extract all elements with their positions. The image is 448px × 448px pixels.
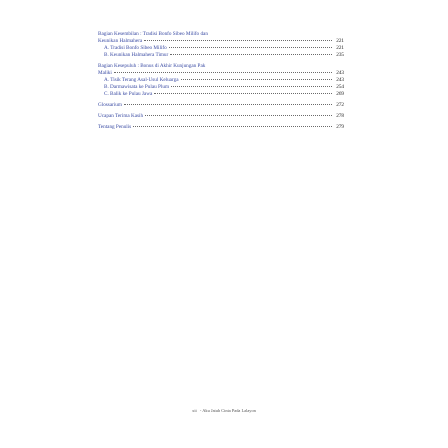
- toc-page-number: 254: [336, 84, 344, 90]
- dot-leader: [124, 104, 332, 105]
- toc-page-number: 269: [336, 91, 344, 97]
- page-footer: [0, 408, 448, 413]
- toc-page-number: 279: [336, 124, 344, 130]
- toc-part9-title-1: Bagian Kesembilan : Tradisi Bonfo Sibeo Milifo dan: [98, 31, 208, 37]
- toc-entry-label: Tentang Penulis: [98, 124, 132, 130]
- toc-part10-title-1: Bagian Kesepuluh : Bonus di Akhir Kunjungan Pak: [98, 63, 206, 69]
- toc-glossarium[interactable]: [98, 102, 344, 109]
- toc-entry-label: Ucapan Terima Kasih: [98, 113, 144, 119]
- toc-part10-heading-line2[interactable]: [98, 70, 344, 77]
- toc-page-number: 272: [336, 102, 344, 108]
- toc-part10-title-2: Maliki: [98, 70, 112, 76]
- dot-leader: [170, 54, 332, 55]
- toc-page-number: 235: [336, 52, 344, 58]
- toc-thanks[interactable]: [98, 113, 344, 120]
- dot-leader: [171, 86, 332, 87]
- footer-separator: -: [199, 408, 202, 413]
- toc-entry[interactable]: [98, 84, 344, 91]
- toc-entry[interactable]: [98, 77, 344, 84]
- dot-leader: [144, 40, 332, 41]
- toc-entry-label: C. Balik ke Pulau Jawa: [104, 91, 153, 97]
- toc-part9-heading-line2[interactable]: [98, 38, 344, 45]
- table-of-contents: [98, 31, 344, 131]
- footer-page-number: xii: [192, 408, 197, 413]
- toc-page-number: 278: [336, 113, 344, 119]
- footer-book-title: Aku Jatuh Cinta Pada Lalayon: [202, 408, 256, 413]
- dot-leader: [169, 47, 332, 48]
- toc-page-number: 243: [336, 77, 344, 83]
- dot-leader: [145, 115, 332, 116]
- toc-entry[interactable]: [98, 45, 344, 52]
- toc-entry[interactable]: [98, 91, 344, 98]
- toc-part9-heading-line1[interactable]: [98, 31, 344, 38]
- toc-page-number: 243: [336, 70, 344, 76]
- toc-entry-label: Glossarium: [98, 102, 122, 108]
- toc-entry-label: A. Tradisi Bonfo Sibeo Milifo: [104, 45, 167, 51]
- dot-leader: [133, 126, 332, 127]
- toc-entry-label: A. Tisik Terang Asal-Usul Keluarga: [104, 77, 179, 83]
- toc-entry-label: B. Keunikan Halmahera Timur: [104, 52, 169, 58]
- dot-leader: [181, 79, 332, 80]
- toc-entry[interactable]: [98, 52, 344, 59]
- toc-author[interactable]: [98, 124, 344, 131]
- toc-part9-title-2: Keunikan Halmahera: [98, 38, 143, 44]
- dot-leader: [154, 93, 332, 94]
- toc-page-number: 221: [336, 38, 344, 44]
- toc-entry-label: B. Darmawisata ke Pulau Plum: [104, 84, 169, 90]
- toc-page-number: 221: [336, 45, 344, 51]
- toc-part10-heading-line1[interactable]: [98, 63, 344, 70]
- dot-leader: [114, 72, 332, 73]
